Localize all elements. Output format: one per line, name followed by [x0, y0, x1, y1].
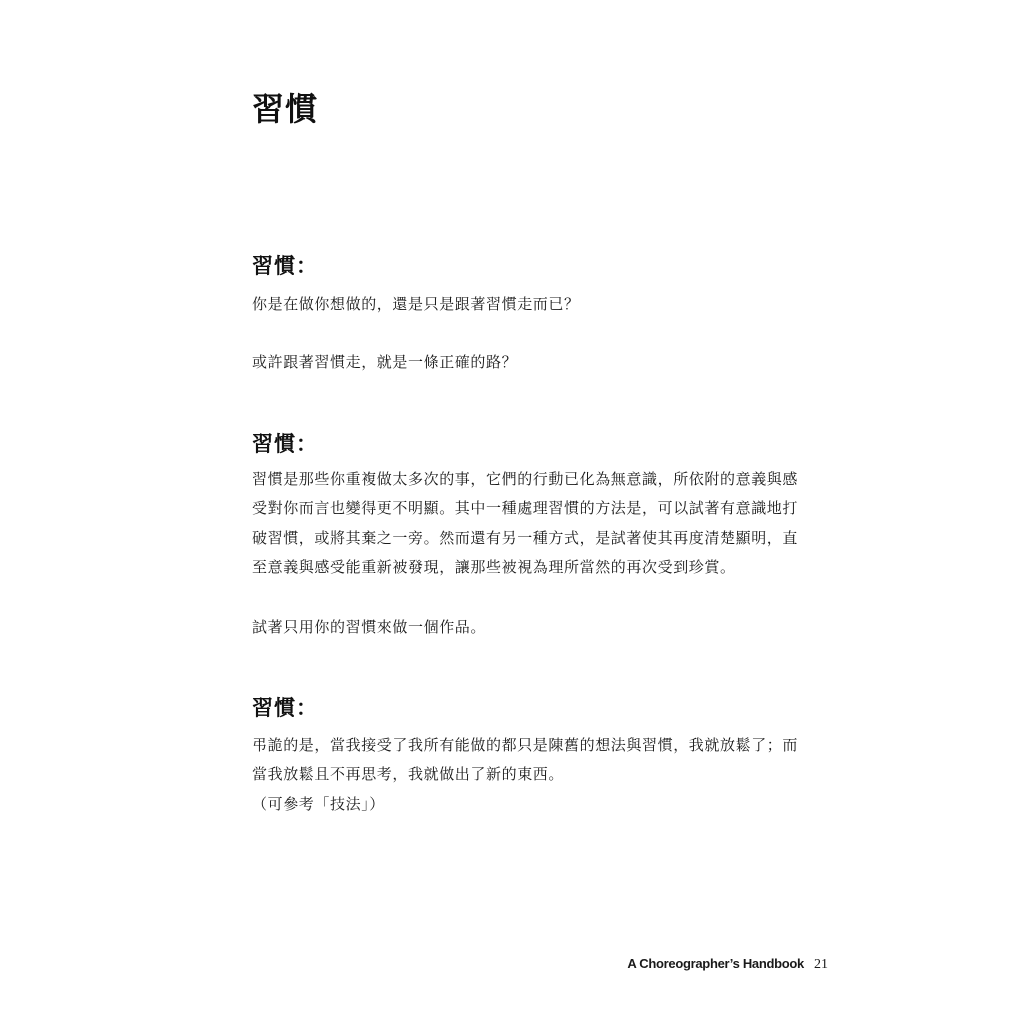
- paragraph-line: 弔詭的是，當我接受了我所有能做的都只是陳舊的想法與習慣，我就放鬆了；而: [252, 736, 799, 754]
- paragraph-line: 或許跟著習慣走，就是一條正確的路？: [252, 353, 518, 371]
- paragraph-line: 破習慣，或將其棄之一旁。然而還有另一種方式，是試著使其再度清楚顯明，直: [252, 529, 799, 547]
- section-heading: 習慣：: [252, 254, 318, 278]
- page-number: 21: [814, 957, 828, 972]
- section-heading: 習慣：: [252, 432, 318, 456]
- paragraph-line: 習慣是那些你重複做太多次的事，它們的行動已化為無意識，所依附的意義與感: [252, 470, 799, 488]
- paragraph-line: 受對你而言也變得更不明顯。其中一種處理習慣的方法是，可以試著有意識地打: [252, 499, 799, 517]
- chapter-title: 習慣: [252, 90, 319, 128]
- paragraph-line: 當我放鬆且不再思考，我就做出了新的東西。: [252, 765, 565, 783]
- running-footer-title: A Choreographer’s Handbook: [627, 956, 804, 971]
- paragraph-line: 你是在做你想做的，還是只是跟著習慣走而已？: [252, 295, 580, 313]
- page-footer: [627, 956, 828, 973]
- section-heading: 習慣：: [252, 696, 318, 720]
- paragraph-line: 至意義與感受能重新被發現，讓那些被視為理所當然的再次受到珍賞。: [252, 558, 736, 576]
- paragraph-line: 試著只用你的習慣來做一個作品。: [252, 618, 487, 636]
- paragraph-line: （可參考「技法」）: [252, 795, 385, 813]
